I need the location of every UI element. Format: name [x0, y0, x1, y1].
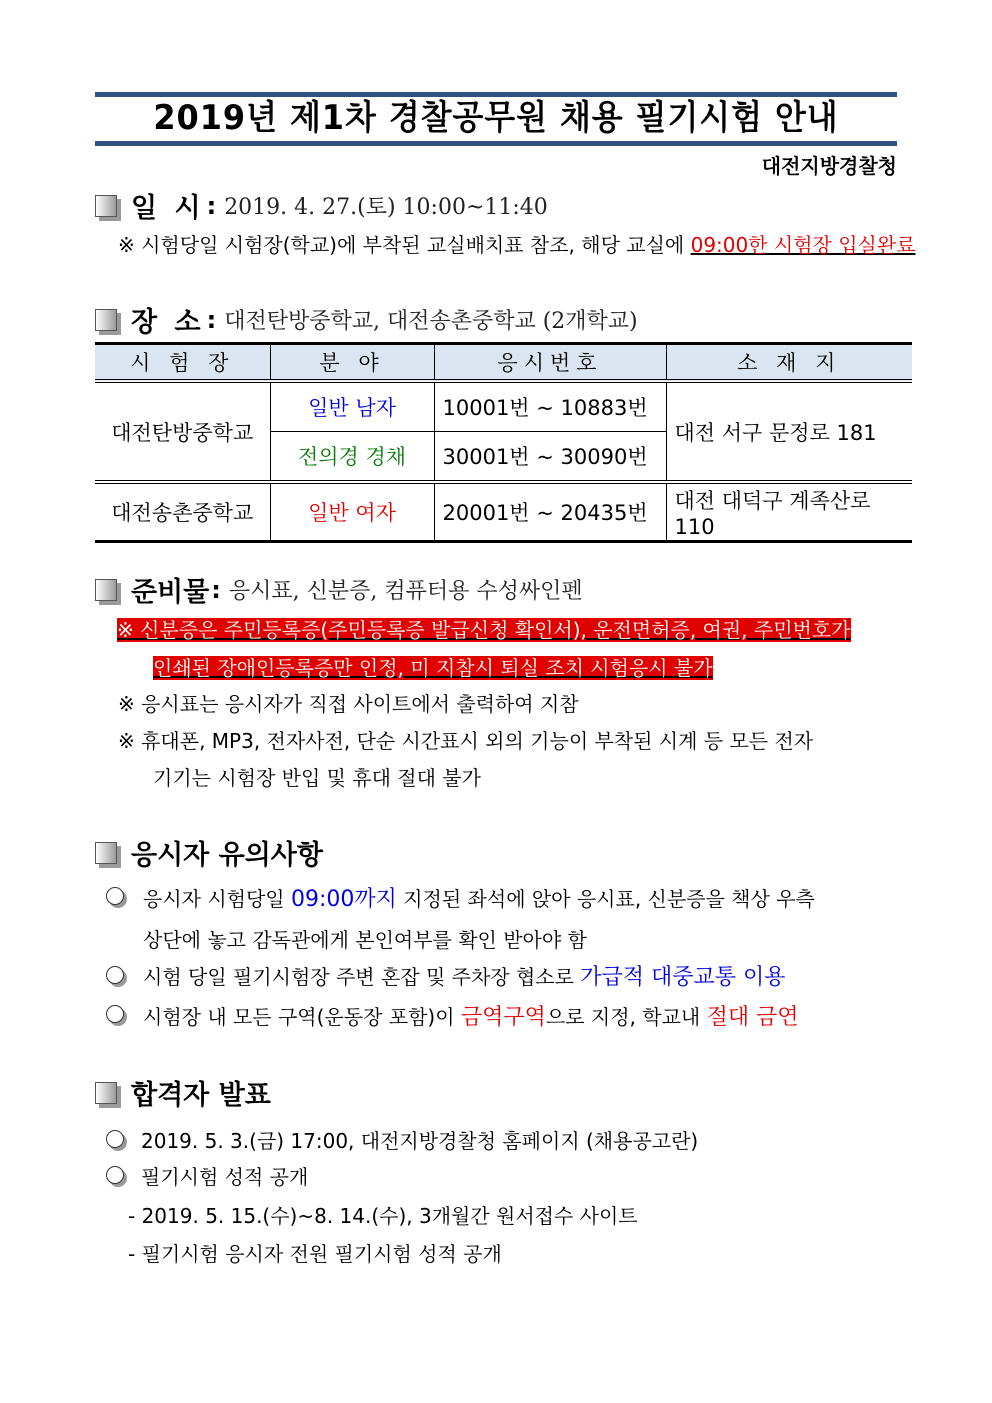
title-bottom-rule — [95, 141, 897, 146]
colon: : — [206, 305, 217, 334]
cell-field: 일반 여자 — [270, 482, 434, 542]
ticket-note: ※ 응시표는 응시자가 직접 사이트에서 출력하여 지참 — [118, 692, 579, 716]
precaution-highlight: 금역구역 — [460, 1005, 546, 1030]
square-bullet-icon — [95, 195, 117, 217]
precaution-highlight: 가급적 대중교통 이용 — [580, 965, 786, 990]
cell-field: 전의경 경채 — [270, 432, 434, 483]
cell-numbers: 20001번 ~ 20435번 — [434, 482, 666, 542]
circle-bullet-icon — [106, 966, 124, 984]
precautions-heading — [95, 833, 323, 872]
schedule-note-highlight: 09:00한 시험장 입실완료 — [690, 233, 916, 257]
table-row — [95, 381, 912, 432]
circle-bullet-icon — [106, 1130, 124, 1148]
supplies-value: 응시표, 신분증, 컴퓨터용 수성싸인펜 — [228, 579, 583, 604]
header-exam-number: 응시번호 — [434, 344, 666, 382]
cell-address: 대전 대덕구 계족산로 110 — [666, 482, 912, 542]
square-bullet-icon — [95, 579, 117, 601]
precaution-text: 으로 지정, 학교내 — [545, 1005, 707, 1029]
precaution-item-3 — [143, 1000, 799, 1031]
results-sub-item-2: - 필기시험 응시자 전원 필기시험 성적 공개 — [128, 1242, 502, 1266]
venue-label: 장 소 — [131, 307, 205, 338]
cell-school: 대전탄방중학교 — [95, 381, 270, 482]
supplies-label: 준비물 — [131, 577, 210, 608]
precaution-text: 지정된 좌석에 앉아 응시표, 신분증을 책상 우측 — [396, 887, 815, 911]
precaution-text: 응시자 시험당일 — [143, 887, 291, 911]
results-label: 합격자 발표 — [131, 1080, 271, 1111]
id-note-highlight: 인쇄된 장애인등록증만 인정, 미 지참시 퇴실 조치 시험응시 불가 — [153, 656, 713, 680]
organization-name: 대전지방경찰청 — [761, 154, 897, 178]
cell-address: 대전 서구 문정로 181 — [666, 381, 912, 482]
id-note-highlight: ※ 신분증은 주민등록증(주민등록증 발급신청 확인서), 운전면허증, 여권, 주민번호가 — [117, 618, 851, 642]
header-field: 분 야 — [270, 344, 434, 382]
square-bullet-icon — [95, 309, 117, 331]
precautions-label: 응시자 유의사항 — [131, 840, 323, 871]
precaution-highlight: 절대 금연 — [706, 1005, 799, 1030]
circle-bullet-icon — [106, 887, 124, 905]
schedule-label: 일 시 — [131, 193, 205, 224]
venue-value: 대전탄방중학교, 대전송촌중학교 (2개학교) — [224, 309, 638, 334]
device-note-line1: ※ 휴대폰, MP3, 전자사전, 단순 시간표시 외의 기능이 부착된 시계 등 모든 전자 — [118, 729, 814, 753]
circle-bullet-icon — [106, 1166, 124, 1184]
cell-numbers: 10001번 ~ 10883번 — [434, 381, 666, 432]
exam-venue-table — [95, 342, 912, 543]
precaution-item-1-line2: 상단에 놓고 감독관에게 본인여부를 확인 받아야 함 — [143, 928, 587, 952]
circle-bullet-icon — [106, 1005, 124, 1023]
device-note-line2: 기기는 시험장 반입 및 휴대 절대 불가 — [153, 766, 481, 790]
precaution-highlight: 09:00까지 — [290, 887, 397, 912]
header-address: 소 재 지 — [666, 344, 912, 382]
results-heading — [95, 1073, 271, 1112]
header-venue: 시 험 장 — [95, 344, 270, 382]
page-title: 2019년 제1차 경찰공무원 채용 필기시험 안내 — [153, 98, 839, 138]
precaution-item-1 — [143, 882, 815, 913]
schedule-note — [118, 229, 916, 258]
results-sub-item-1: - 2019. 5. 15.(수)~8. 14.(수), 3개월간 원서접수 사이트 — [128, 1204, 638, 1228]
colon: : — [211, 575, 221, 604]
table-header-row — [95, 344, 912, 382]
schedule-note-text: ※ 시험당일 시험장(학교)에 부착된 교실배치표 참조, 해당 교실에 — [118, 233, 691, 257]
precaution-text: 시험장 내 모든 구역(운동장 포함)이 — [143, 1005, 461, 1029]
square-bullet-icon — [95, 1082, 117, 1104]
results-item-1: 2019. 5. 3.(금) 17:00, 대전지방경찰청 홈페이지 (채용공고란) — [141, 1129, 699, 1153]
supplies-heading — [95, 570, 583, 609]
schedule-value: 2019. 4. 27.(토) 10:00~11:40 — [224, 195, 548, 220]
table-row — [95, 482, 912, 542]
schedule-heading — [95, 186, 548, 225]
id-note-line1 — [117, 614, 851, 643]
cell-school: 대전송촌중학교 — [95, 482, 270, 542]
cell-numbers: 30001번 ~ 30090번 — [434, 432, 666, 483]
id-note-line2 — [153, 652, 713, 681]
cell-field: 일반 남자 — [270, 381, 434, 432]
square-bullet-icon — [95, 842, 117, 864]
colon: : — [206, 191, 217, 220]
venue-heading — [95, 300, 638, 339]
precaution-item-2 — [143, 960, 786, 991]
results-item-2: 필기시험 성적 공개 — [141, 1165, 309, 1189]
precaution-text: 시험 당일 필기시험장 주변 혼잡 및 주차장 협소로 — [143, 965, 581, 989]
